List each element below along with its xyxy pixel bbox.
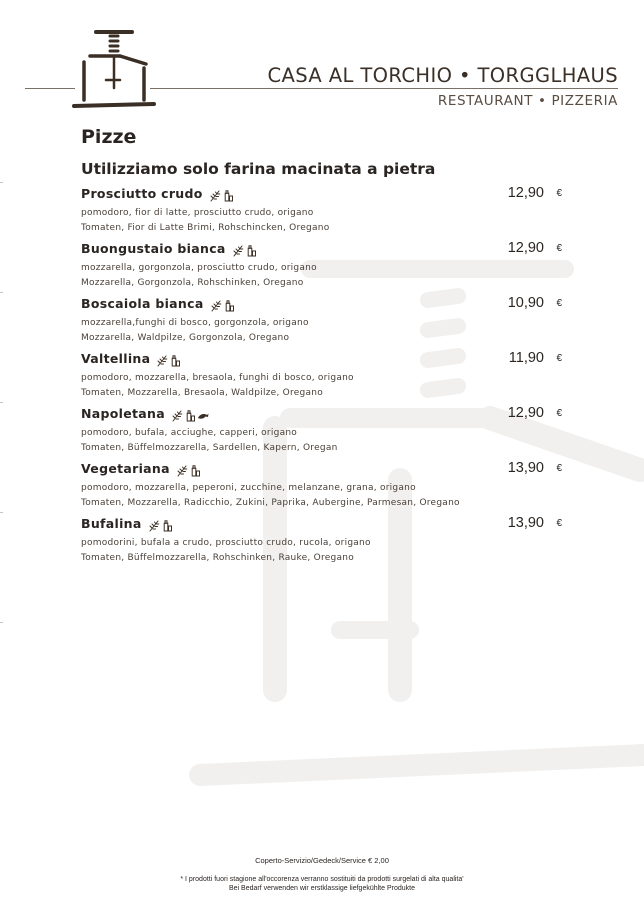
margin-tick [0,182,3,183]
menu-item-description-it: pomodoro, mozzarella, peperoni, zucchine, melanzane, grana, origano [81,483,416,493]
currency-symbol: € [556,188,562,199]
bottle-icon [223,297,236,312]
menu-item-name-text: Buongustaio bianca [81,241,226,256]
margin-tick [0,402,3,403]
allergen-icons [148,517,174,532]
menu-item-name-text: Valtellina [81,351,151,366]
menu-item-price: 11,90 [508,350,544,366]
allergen-icons [209,187,235,202]
bottle-icon [161,517,174,532]
margin-tick [0,512,3,513]
menu-item-description-de: Tomaten, Mozzarella, Bresaola, Waldpilze, Oregano [81,388,323,398]
frozen-note-de: Bei Bedarf verwenden wir erstklassige liefgekühlte Produkte [229,885,415,892]
currency-symbol: € [556,298,562,309]
allergen-icons [210,297,236,312]
frozen-note-it: * I prodotti fuori stagione all'occorenza verranno sostituiti da prodotti surgelati di alta qualita' [180,876,464,883]
pizza-menu-list [81,186,566,571]
menu-item-name-text: Boscaiola bianca [81,296,204,311]
menu-item-price: 13,90 [507,515,544,531]
bottle-icon [245,242,258,257]
menu-item [81,186,566,241]
menu-item-name [81,241,258,257]
allergen-icons [171,407,210,422]
menu-item [81,241,566,296]
bottle-icon [189,462,202,477]
menu-item-name [81,296,236,312]
menu-item-description-it: pomodoro, bufala, acciughe, capperi, origano [81,428,298,438]
allergen-icons [232,242,258,257]
menu-item-description-it: pomodorini, bufala a crudo, prosciutto crudo, rucola, origano [81,538,371,548]
menu-item-description-de: Tomaten, Büffelmozzarella, Sardellen, Kapern, Oregan [81,443,338,453]
menu-item-description-de: Tomaten, Fior di Latte Brimi, Rohschincken, Oregano [81,223,330,233]
menu-item [81,351,566,406]
herb-icon [148,517,161,532]
menu-item-price: 12,90 [507,240,544,256]
logo-torchio-icon [70,28,158,112]
menu-item-price: 12,90 [507,405,544,421]
herb-icon [156,352,169,367]
menu-item-price: 13,90 [507,460,544,476]
menu-item-name-text: Prosciutto crudo [81,186,203,201]
menu-item [81,461,566,516]
menu-item-name [81,461,202,477]
header-rule-right [150,88,618,89]
menu-item [81,406,566,461]
bottle-icon [184,407,197,422]
herb-icon [176,462,189,477]
menu-item-name [81,406,210,422]
menu-item-description-de: Mozzarella, Gorgonzola, Rohschinken, Oregano [81,278,304,288]
herb-icon [209,187,222,202]
menu-item-price: 10,90 [507,295,544,311]
allergen-icons [176,462,202,477]
margin-tick [0,622,3,623]
menu-item [81,516,566,571]
menu-item-name [81,351,182,367]
menu-item-name-text: Vegetariana [81,461,170,476]
header-rule-left [25,88,75,89]
menu-item-name [81,186,235,202]
currency-symbol: € [556,518,562,529]
restaurant-name: CASA AL TORCHIO • TORGGLHAUS [267,64,618,87]
bottle-icon [169,352,182,367]
section-title: Pizze [81,126,137,148]
menu-item-description-it: mozzarella,funghi di bosco, gorgonzola, origano [81,318,309,328]
menu-item-description-it: mozzarella, gorgonzola, prosciutto crudo, origano [81,263,317,273]
menu-item [81,296,566,351]
service-charge: Coperto-Servizio/Gedeck/Service € 2,00 [255,856,389,865]
section-subtitle: Utilizziamo solo farina macinata a pietra [81,160,436,178]
herb-icon [171,407,184,422]
herb-icon [232,242,245,257]
menu-item-name-text: Bufalina [81,516,142,531]
bottle-icon [222,187,235,202]
fish-icon [197,407,210,422]
currency-symbol: € [556,353,562,364]
menu-item-description-it: pomodoro, mozzarella, bresaola, funghi di bosco, origano [81,373,354,383]
currency-symbol: € [556,243,562,254]
menu-item-price: 12,90 [507,185,544,201]
menu-item-name [81,516,174,532]
herb-icon [210,297,223,312]
margin-tick [0,292,3,293]
menu-item-description-it: pomodoro, fior di latte, prosciutto crudo, origano [81,208,314,218]
allergen-icons [156,352,182,367]
menu-item-description-de: Tomaten, Büffelmozzarella, Rohschinken, Rauke, Oregano [81,553,354,563]
menu-item-name-text: Napoletana [81,406,165,421]
currency-symbol: € [556,463,562,474]
restaurant-subtitle: RESTAURANT • PIZZERIA [437,93,618,109]
menu-item-description-de: Mozzarella, Waldpilze, Gorgonzola, Oregano [81,333,290,343]
menu-item-description-de: Tomaten, Mozzarella, Radicchio, Zukini, Paprika, Aubergine, Parmesan, Oregano [81,498,460,508]
currency-symbol: € [556,408,562,419]
